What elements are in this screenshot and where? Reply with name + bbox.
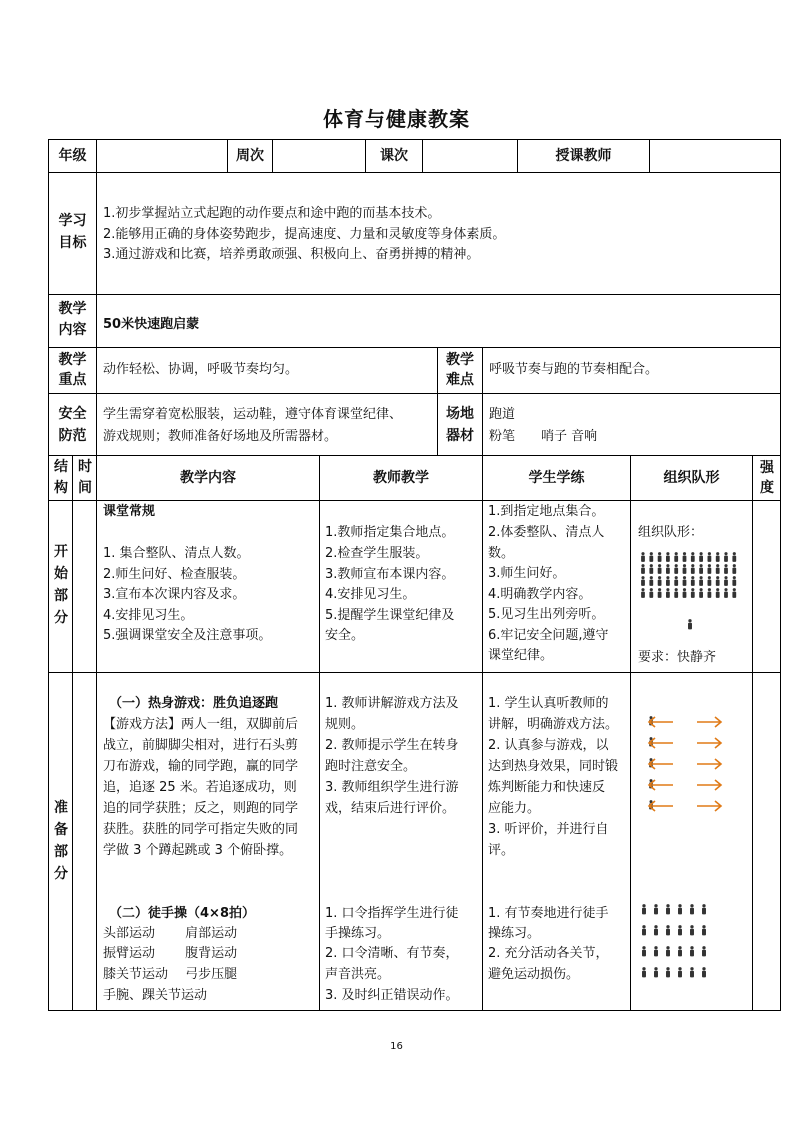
game-teacher-line-4: 跑时注意安全。	[325, 759, 417, 774]
student-figure-icon	[658, 564, 662, 574]
week-label-cell	[227, 139, 273, 173]
prep-structure-cell	[48, 672, 73, 1011]
objectives-label-2: 目标	[58, 235, 87, 251]
student-figure-icon	[688, 619, 692, 629]
exercise-line-1: 头部运动 肩部运动	[103, 926, 238, 941]
student-figure-icon	[666, 967, 670, 977]
page-number: 16	[390, 1041, 403, 1052]
student-figure-icon	[702, 925, 706, 935]
prep-content-cell	[96, 672, 320, 1011]
student-figure-icon	[732, 588, 736, 598]
prep-label-3: 部	[54, 844, 68, 860]
student-figure-icon	[690, 946, 694, 956]
student-figure-icon	[716, 588, 720, 598]
student-figure-icon	[732, 552, 736, 562]
col-structure-2: 构	[54, 480, 68, 496]
start-student-line-5: 4.明确教学内容。	[488, 587, 592, 602]
content-value: 50米快速跑启蒙	[103, 317, 200, 332]
student-figure-icon	[708, 576, 712, 586]
game-student-line-4: 达到热身效果，同时锻	[488, 759, 619, 774]
student-figure-icon	[666, 946, 670, 956]
start-teacher-line-6: 安全。	[325, 628, 365, 643]
student-figure-icon	[708, 564, 712, 574]
student-figure-icon	[724, 588, 728, 598]
game-line-1: 【游戏方法】两人一组，双脚前后	[103, 717, 299, 732]
week-value-cell[interactable]	[272, 139, 366, 173]
student-figure-icon	[666, 925, 670, 935]
key-value: 动作轻松、协调，呼吸节奏均匀。	[103, 362, 299, 377]
student-figure-icon	[654, 967, 658, 977]
start-student-line-7: 6.牢记安全问题,遵守	[488, 628, 609, 643]
exercise-teacher-line-3: 2. 口令清晰、有节奏，	[325, 946, 459, 961]
game-teacher-line-6: 戏，结束后进行评价。	[325, 801, 456, 816]
difficulty-label-1: 教学	[446, 352, 474, 368]
student-figure-icon	[674, 576, 678, 586]
game-student-line-3: 2. 认真参与游戏，以	[488, 738, 609, 753]
student-figure-icon	[678, 925, 682, 935]
start-content-line-4: 4.安排见习生。	[103, 608, 194, 623]
game-student-line-1: 1. 学生认真听教师的	[488, 696, 609, 711]
difficulty-label-cell	[437, 347, 483, 394]
game-teacher-line-3: 2. 教师提示学生在转身	[325, 738, 459, 753]
exercise-heading: （二）徒手操（4×8拍）	[109, 906, 255, 921]
objectives-label-cell	[48, 172, 97, 295]
objectives-label-1: 学习	[58, 213, 87, 229]
prep-formation-cell	[630, 672, 753, 1011]
game-line-3: 刀布游戏，输的同学跑，赢的同学	[103, 759, 299, 774]
game-line-4: 追，追逐 25 米。若追逐成功，则	[103, 780, 297, 795]
student-figure-icon	[654, 925, 658, 935]
start-student-line-4: 3.师生问好。	[488, 566, 566, 581]
student-figure-icon	[678, 946, 682, 956]
start-formation-requirement: 要求：快静齐	[638, 650, 717, 665]
grade-value-cell[interactable]	[96, 139, 228, 173]
student-figure-icon	[683, 552, 687, 562]
objective-item-2: 2.能够用正确的身体姿势跑步，提高速度、力量和灵敏度等身体素质。	[103, 227, 506, 242]
prep-teacher-cell	[319, 672, 483, 1011]
game-teacher-line-2: 规则。	[325, 717, 365, 732]
start-student-line-8: 课堂纪律。	[488, 648, 554, 663]
arrow-right-icon	[697, 717, 721, 727]
student-figure-icon	[658, 576, 662, 586]
prep-label-1: 准	[54, 800, 68, 816]
start-teacher-line-3: 3.教师宣布本课内容。	[325, 567, 455, 582]
student-figure-icon	[699, 576, 703, 586]
prep-label-2: 备	[54, 822, 68, 838]
content-label-2: 内容	[58, 322, 87, 338]
page-title: 体育与健康教案	[323, 107, 470, 131]
arrow-right-icon	[697, 780, 721, 790]
student-figure-icon	[699, 588, 703, 598]
start-teacher-cell	[319, 500, 483, 673]
venue-line-1: 跑道	[489, 407, 516, 422]
exercise-student-line-2: 操练习。	[488, 926, 541, 941]
game-student-line-6: 应能力。	[488, 801, 541, 816]
key-label-1: 教学	[58, 352, 87, 368]
student-figure-icon	[666, 552, 670, 562]
exercise-formation-diagram	[631, 901, 752, 981]
key-cell	[96, 347, 438, 394]
game-heading: （一）热身游戏：胜负追逐跑	[109, 696, 279, 711]
venue-cell	[482, 393, 781, 456]
start-teacher-line-1: 1.教师指定集合地点。	[325, 525, 455, 540]
prep-time-cell	[72, 672, 97, 1011]
week-label: 周次	[236, 148, 264, 164]
student-figure-icon	[724, 552, 728, 562]
student-figure-icon	[691, 576, 695, 586]
safety-line-2: 游戏规则；教师准备好场地及所需器材。	[103, 429, 338, 444]
game-teacher-line-5: 3. 教师组织学生进行游	[325, 780, 459, 795]
student-figure-icon	[649, 564, 653, 574]
exercise-line-3: 膝关节运动 弓步压腿	[103, 967, 238, 982]
start-teacher-line-4: 4.安排见习生。	[325, 587, 416, 602]
start-content-line-1: 1. 集合整队、清点人数。	[103, 546, 250, 561]
exercise-teacher-line-2: 手操练习。	[325, 926, 391, 941]
student-figure-icon	[683, 576, 687, 586]
student-figure-icon	[674, 588, 678, 598]
student-figure-icon	[642, 946, 646, 956]
col-content: 教学内容	[180, 470, 236, 486]
student-figure-icon	[641, 576, 645, 586]
start-content-cell	[96, 500, 320, 673]
student-figure-icon	[658, 552, 662, 562]
game-line-7: 学做 3 个蹲起跳或 3 个俯卧撑。	[103, 843, 293, 858]
start-content-line-5: 5.强调课堂安全及注意事项。	[103, 628, 272, 643]
exercise-student-line-3: 2. 充分活动各关节，	[488, 946, 609, 961]
start-structure-cell	[48, 500, 73, 673]
lesson-label-cell	[365, 139, 423, 173]
col-intensity-1: 强	[760, 460, 774, 476]
col-teacher-cell	[319, 455, 483, 501]
student-figure-icon	[708, 552, 712, 562]
difficulty-value: 呼吸节奏与跑的节奏相配合。	[489, 362, 659, 377]
prep-student-cell	[482, 672, 631, 1011]
student-figure-icon	[666, 576, 670, 586]
exercise-student-line-1: 1. 有节奏地进行徒手	[488, 906, 609, 921]
start-content-line-3: 3.宣布本次课内容及求。	[103, 587, 246, 602]
exercise-student-line-4: 避免运动损伤。	[488, 967, 580, 982]
game-line-6: 获胜。获胜的同学可指定失败的同	[103, 822, 299, 837]
student-figure-icon	[699, 564, 703, 574]
student-figure-icon	[649, 576, 653, 586]
col-time-2: 间	[78, 480, 92, 496]
start-label-3: 部	[54, 588, 68, 604]
arrow-left-icon	[649, 738, 673, 748]
student-figure-icon	[641, 564, 645, 574]
start-content-line-2: 2.师生问好、检查服装。	[103, 567, 246, 582]
safety-line-1: 学生需穿着宽松服装，运动鞋，遵守体育课堂纪律、	[103, 407, 403, 422]
game-line-5: 追的同学获胜；反之，则跑的同学	[103, 801, 299, 816]
safety-label-1: 安全	[58, 406, 87, 422]
student-figure-icon	[690, 904, 694, 914]
game-student-line-8: 评。	[488, 843, 515, 858]
start-intensity-cell	[752, 500, 781, 673]
exercise-line-4: 手腕、踝关节运动	[103, 988, 208, 1003]
start-time-cell	[72, 500, 97, 673]
student-figure-icon	[708, 588, 712, 598]
grade-label-cell	[48, 139, 97, 173]
student-figure-icon	[683, 588, 687, 598]
difficulty-cell	[482, 347, 781, 394]
start-student-line-1: 1.到指定地点集合。	[488, 504, 605, 519]
exercise-teacher-line-5: 3. 及时纠正错误动作。	[325, 988, 459, 1003]
arrow-left-icon	[649, 801, 673, 811]
teacher-label: 授课教师	[555, 148, 612, 164]
col-student: 学生学练	[528, 470, 585, 486]
student-figure-icon	[658, 588, 662, 598]
objectives-cell	[96, 172, 781, 295]
col-formation: 组织队形	[663, 470, 720, 486]
arrow-left-icon	[649, 717, 673, 727]
student-figure-icon	[724, 576, 728, 586]
start-formation-cell	[630, 500, 753, 673]
col-structure-cell	[48, 455, 73, 501]
student-figure-icon	[690, 925, 694, 935]
game-student-line-5: 炼判断能力和快速反	[488, 780, 606, 795]
start-label-2: 始	[54, 566, 68, 582]
venue-label-cell	[437, 393, 483, 456]
game-formation-diagram	[631, 711, 752, 841]
student-figure-icon	[702, 946, 706, 956]
lesson-value-cell[interactable]	[422, 139, 518, 173]
game-student-line-2: 讲解，明确游戏方法。	[488, 717, 619, 732]
venue-label-1: 场地	[446, 406, 474, 422]
student-figure-icon	[654, 904, 658, 914]
student-figure-icon	[674, 552, 678, 562]
start-heading: 课堂常规	[103, 504, 156, 519]
start-label-1: 开	[54, 544, 68, 560]
student-figure-icon	[691, 588, 695, 598]
start-formation-diagram	[631, 551, 752, 641]
col-time-cell	[72, 455, 97, 501]
game-student-line-7: 3. 听评价，并进行自	[488, 822, 609, 837]
student-figure-icon	[666, 904, 670, 914]
col-intensity-2: 度	[760, 480, 774, 496]
col-formation-cell	[630, 455, 753, 501]
arrow-right-icon	[697, 738, 721, 748]
prep-intensity-cell	[752, 672, 781, 1011]
exercise-teacher-line-1: 1. 口令指挥学生进行徒	[325, 906, 459, 921]
content-cell	[96, 294, 781, 348]
col-time-1: 时	[78, 459, 92, 475]
grade-label: 年级	[58, 148, 87, 164]
content-label-1: 教学	[58, 301, 87, 317]
col-structure-1: 结	[54, 459, 68, 475]
difficulty-label-2: 难点	[446, 372, 474, 388]
start-student-line-2: 2.体委整队、清点人	[488, 525, 605, 540]
student-figure-icon	[702, 904, 706, 914]
objective-item-1: 1.初步掌握站立式起跑的动作要点和途中跑的而基本技术。	[103, 206, 441, 221]
student-figure-icon	[666, 564, 670, 574]
venue-line-2: 粉笔 哨子 音响	[489, 429, 598, 444]
student-figure-icon	[716, 576, 720, 586]
student-figure-icon	[641, 552, 645, 562]
start-teacher-line-5: 5.提醒学生课堂纪律及	[325, 608, 455, 623]
exercise-line-2: 振臂运动 腹背运动	[103, 946, 238, 961]
teacher-value-cell[interactable]	[649, 139, 781, 173]
student-figure-icon	[691, 564, 695, 574]
student-figure-icon	[649, 552, 653, 562]
lesson-label: 课次	[380, 148, 408, 164]
student-figure-icon	[649, 588, 653, 598]
arrow-right-icon	[697, 759, 721, 769]
student-figure-icon	[642, 967, 646, 977]
col-intensity-cell	[752, 455, 781, 501]
start-student-line-3: 数。	[488, 546, 515, 561]
student-figure-icon	[678, 904, 682, 914]
student-figure-icon	[716, 564, 720, 574]
key-label-2: 重点	[58, 372, 87, 388]
student-figure-icon	[642, 904, 646, 914]
student-figure-icon	[716, 552, 720, 562]
student-figure-icon	[702, 967, 706, 977]
start-student-line-6: 5.见习生出列旁听。	[488, 607, 605, 622]
arrow-left-icon	[649, 759, 673, 769]
safety-label-2: 防范	[58, 428, 87, 444]
content-label-cell	[48, 294, 97, 348]
student-figure-icon	[642, 925, 646, 935]
exercise-teacher-line-4: 声音洪亮。	[325, 967, 391, 982]
venue-label-2: 器材	[446, 428, 474, 444]
student-figure-icon	[674, 564, 678, 574]
student-figure-icon	[683, 564, 687, 574]
game-teacher-line-1: 1. 教师讲解游戏方法及	[325, 696, 459, 711]
start-label-4: 分	[54, 610, 68, 626]
student-figure-icon	[654, 946, 658, 956]
student-figure-icon	[678, 967, 682, 977]
student-figure-icon	[666, 588, 670, 598]
safety-cell	[96, 393, 438, 456]
student-figure-icon	[641, 588, 645, 598]
start-student-cell	[482, 500, 631, 673]
start-teacher-line-2: 2.检查学生服装。	[325, 546, 429, 561]
student-figure-icon	[732, 576, 736, 586]
student-figure-icon	[690, 967, 694, 977]
student-figure-icon	[699, 552, 703, 562]
prep-label-4: 分	[54, 866, 68, 882]
arrow-left-icon	[649, 780, 673, 790]
game-line-2: 战立，前脚脚尖相对，进行石头剪	[103, 738, 299, 753]
teacher-label-cell	[517, 139, 650, 173]
col-content-cell	[96, 455, 320, 501]
arrow-right-icon	[697, 801, 721, 811]
safety-label-cell	[48, 393, 97, 456]
student-figure-icon	[732, 564, 736, 574]
student-figure-icon	[691, 552, 695, 562]
col-student-cell	[482, 455, 631, 501]
objective-item-3: 3.通过游戏和比赛，培养勇敢顽强、积极向上、奋勇拼搏的精神。	[103, 247, 480, 262]
key-label-cell	[48, 347, 97, 394]
col-teacher: 教师教学	[373, 470, 429, 486]
student-figure-icon	[724, 564, 728, 574]
start-formation-label: 组织队形：	[638, 525, 704, 540]
